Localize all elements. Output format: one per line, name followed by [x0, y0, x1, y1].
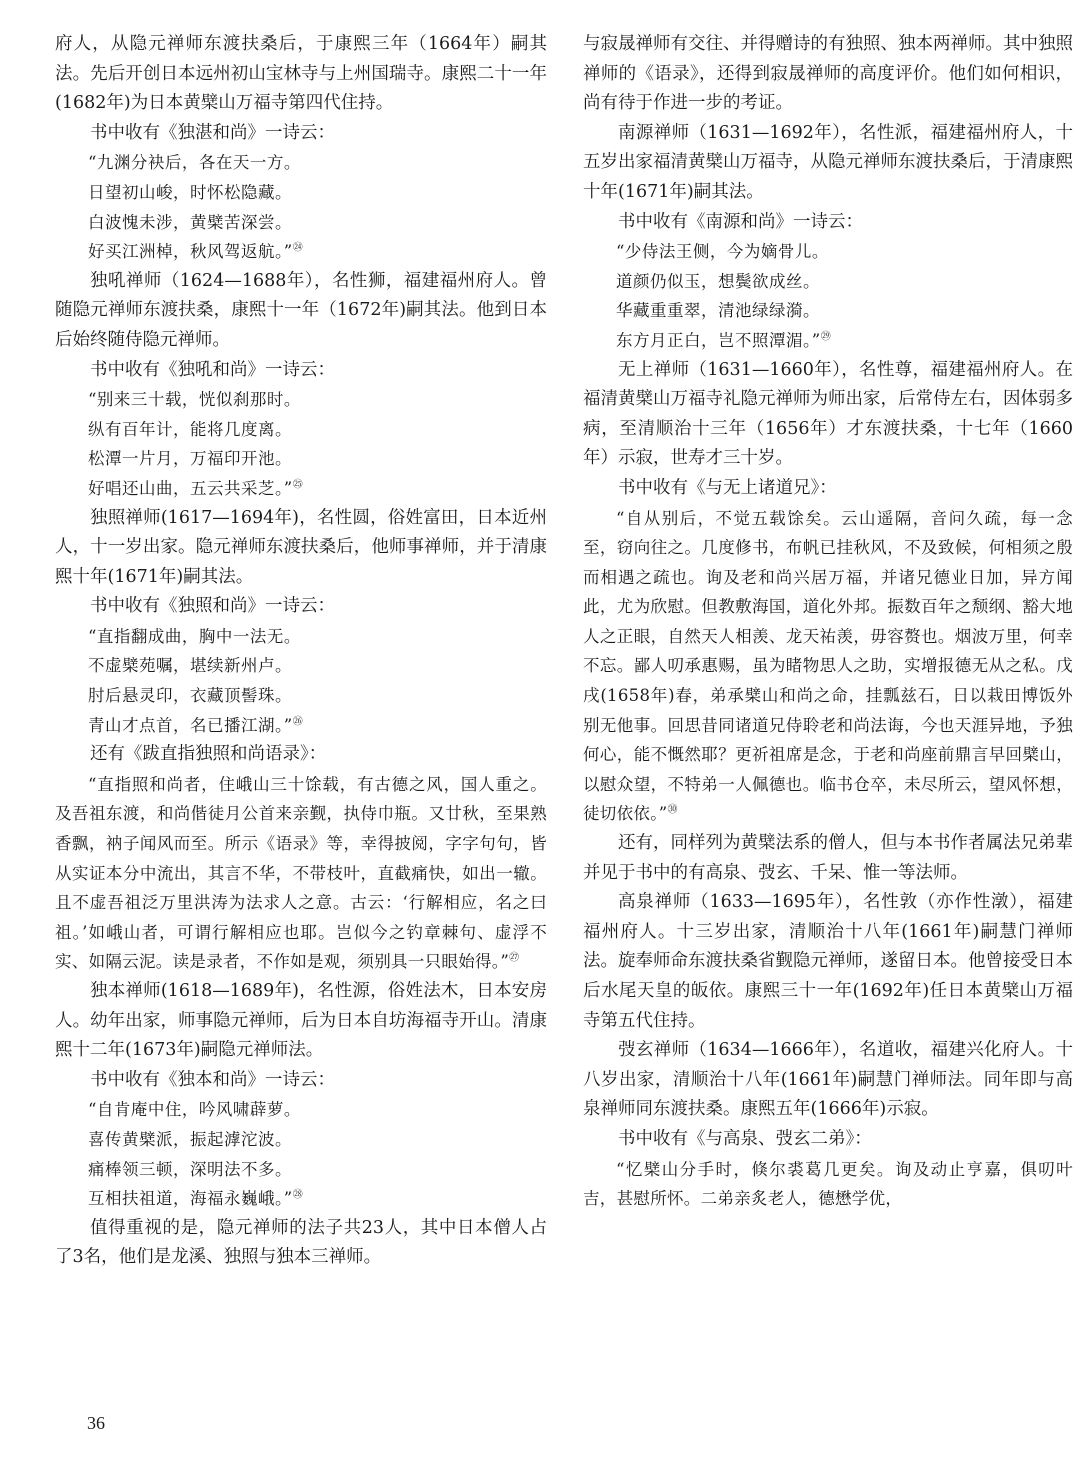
citation-intro: 书中收有《独湛和尚》一诗云： [90, 122, 335, 143]
poem-line: 青山才点首，名已播江湖。” [88, 715, 293, 735]
poem [55, 622, 547, 740]
citation-intro: 书中收有《独吼和尚》一诗云： [90, 359, 335, 380]
poem-line [88, 474, 547, 504]
quote-text: “忆檗山分手时，倏尔裘葛几更矣。询及动止亨嘉，俱叨叶吉，甚慰所怀。二弟亲炙老人，德懋学优， [583, 1159, 1073, 1209]
poem-line: 肘后悬灵印，衣藏顶髻珠。 [88, 686, 292, 706]
paragraph: 还有，同样列为黄檗法系的僧人，但与本书作者属法兄弟辈并见于书中的有高泉、弢玄、千呆、惟一等法师。 [583, 833, 1073, 883]
poem-line: “直指翻成曲，胸中一法无。 [88, 626, 301, 646]
poem [55, 385, 547, 503]
poem-line: 松潭一片月，万福印开池。 [88, 449, 292, 469]
paragraph: 独照禅师(1617—1694年)，名性圆，俗姓富田，日本近州人，十一岁出家。隐元禅师东渡扶桑后，他师事禅师，并于清康熙十年(1671年)嗣其法。 [55, 507, 547, 587]
poem-line: 不虚檗苑嘱，堪续新州卢。 [88, 656, 292, 676]
poem-line: “九渊分袂后，各在天一方。 [88, 153, 301, 173]
citation-intro: 书中收有《与无上诸道兄》： [618, 477, 837, 498]
quote-text: “直指照和尚者，住峨山三十馀载，有古德之风，国人重之。及吾祖东渡，和尚偕徒月公首来亲觐，执侍巾瓶。又廿秋，至果熟香飘，衲子闻风而至。所示《语录》等，幸得披阅，字字句句，皆从实证本分中流出，其言不华，不带枝叶，直截痛快，如出一辙。且不虚吾祖泛万里洪涛为法求人之意。古云：‘行解相应，名之曰祖。’如峨山者，可谓行解相应也耶。岂似今之钓章棘句、虚浮不实、如隔云泥。读是录者，不作如是观，须别具一只眼始得。” [55, 774, 547, 972]
poem-line: 纵有百年计，能将几度离。 [88, 419, 292, 439]
poem-line: 华藏重重翠，清池绿绿漪。 [616, 301, 820, 321]
paragraph: 高泉禅师（1633—1695年），名性敦（亦作性潡），福建福州府人。十三岁出家，清顺治十八年(1661年)嗣慧门禅师法。旋奉师命东渡扶桑省觐隐元禅师，遂留日本。他曾接受日本后水尾天皇的皈依。康熙三十一年(1692年)任日本黄檗山万福寺第五代住持。 [583, 892, 1073, 1031]
poem-line [88, 1184, 547, 1214]
poem-line: “少侍法王侧，今为嫡骨儿。 [616, 242, 829, 262]
footnote-marker: ㉗ [509, 952, 520, 964]
poem-line: 日望初山峻，时怀松隐藏。 [88, 182, 292, 202]
poem [583, 237, 1073, 355]
poem-line: 白波愧未涉，黄檗苦深尝。 [88, 212, 292, 232]
paragraph: 值得重视的是，隐元禅师的法子共23人，其中日本僧人占了3名，他们是龙溪、独照与独本三禅师。 [55, 1217, 547, 1268]
quoted-passage [583, 1155, 1073, 1214]
footnote-marker: ㉘ [292, 1189, 304, 1201]
poem-line: “自肯庵中住，吟风啸薜萝。 [88, 1100, 301, 1120]
poem-line [88, 711, 547, 741]
poem-line: “别来三十载，恍似刹那时。 [88, 390, 301, 410]
footnote-marker: ㉕ [292, 479, 304, 491]
paragraph: 独本禅师(1618—1689年)，名性源，俗姓法木，日本安房人。幼年出家，师事隐元禅师，后为日本自坊海福寺开山。清康熙十二年(1673年)嗣隐元禅师法。 [55, 981, 547, 1061]
poem-line: 互相扶祖道，海福永巍峨。” [88, 1189, 293, 1209]
page-number: 36 [87, 1413, 105, 1433]
poem-line: 东方月正白，岂不照潭湄。” [616, 330, 821, 350]
quote-text: “自从别后，不觉五载馀矣。云山遥隔，音问久疏，每一念至，窃向往之。几度修书，布帆已挂秋风，不及致候，何相须之殷而相遇之疏也。询及老和尚兴居万福，并诸兄德业日加，异方闻此，尤为欣慰。但教敷海国，道化外邦。振数百年之颓纲、豁大地人之正眼，自然天人相羡、龙天祐羡，毋容赘也。烟波万里，何幸不忘。鄙人叨承惠赐，虽为睹物思人之助，实增报德无从之私。戊戌(1658年)春，弟承檗山和尚之命，挂瓢兹石，日以栽田博饭外别无他事。回思昔同诸道兄侍聆老和尚法诲，今也天涯异地，予独何心，能不慨然耶？更祈祖席是念，于老和尚座前鼎言早回檗山，以慰众望，不特弟一人佩德也。临书仓卒，未尽所云，望风怀想，徒切依依。” [583, 508, 1073, 824]
poem-line [616, 326, 1073, 356]
right-column [583, 30, 1073, 1214]
footnote-marker: ㉖ [292, 716, 304, 728]
paragraph: 独吼禅师（1624—1688年），名性狮，福建福州府人。曾随隐元禅师东渡扶桑，康熙十一年（1672年)嗣其法。他到日本后始终随侍隐元禅师。 [55, 270, 547, 350]
paragraph: 无上禅师（1631—1660年），名性尊，福建福州府人。在福清黄檗山万福寺礼隐元禅师为师出家，后常侍左右，因体弱多病，至清顺治十三年（1656年）才东渡扶桑，十七年（1660年）示寂，世寿才三十岁。 [583, 359, 1073, 469]
poem-line: 痛棒领三顿，深明法不多。 [88, 1159, 292, 1179]
footnote-marker: ㉔ [292, 242, 304, 254]
citation-intro: 书中收有《与高泉、弢玄二弟》： [618, 1128, 872, 1149]
citation-intro: 还有《跋直指独照和尚语录》： [90, 744, 327, 765]
poem-line: 道颜仍似玉，想鬓欲成丝。 [616, 271, 820, 291]
quoted-passage [55, 770, 547, 977]
citation-intro: 书中收有《独本和尚》一诗云： [90, 1069, 335, 1090]
paragraph: 弢玄禅师（1634—1666年），名道收，福建兴化府人。十八岁出家，清顺治十八年(1661年)嗣慧门禅师法。同年即与高泉禅师同东渡扶桑。康熙五年(1666年)示寂。 [583, 1040, 1073, 1120]
footnote-marker: ㉙ [820, 331, 832, 343]
poem [55, 1095, 547, 1213]
citation-intro: 书中收有《南源和尚》一诗云： [618, 211, 863, 232]
footnote-marker: ㉚ [667, 804, 678, 816]
poem [55, 148, 547, 266]
quoted-passage [583, 504, 1073, 830]
poem-line [88, 237, 547, 267]
paragraph: 与寂晟禅师有交往、并得赠诗的有独照、独本两禅师。其中独照禅师的《语录》，还得到寂晟禅师的高度评价。他们如何相识，尚有待于作进一步的考证。 [583, 34, 1073, 114]
left-column [55, 30, 547, 1273]
poem-line: 喜传黄檗派，振起滹沱波。 [88, 1129, 292, 1149]
poem-line: 好买江洲棹，秋风驾返航。” [88, 242, 293, 262]
poem-line: 好唱还山曲，五云共采芝。” [88, 478, 293, 498]
paragraph: 府人，从隐元禅师东渡扶桑后，于康熙三年（1664年）嗣其法。先后开创日本远州初山宝林寺与上州国瑞寺。康熙二十一年(1682年)为日本黄檗山万福寺第四代住持。 [55, 34, 547, 114]
citation-intro: 书中收有《独照和尚》一诗云： [90, 596, 335, 617]
paragraph: 南源禅师（1631—1692年），名性派，福建福州府人，十五岁出家福清黄檗山万福寺，从隐元禅师东渡扶桑后，于清康熙十年(1671年)嗣其法。 [583, 122, 1073, 202]
